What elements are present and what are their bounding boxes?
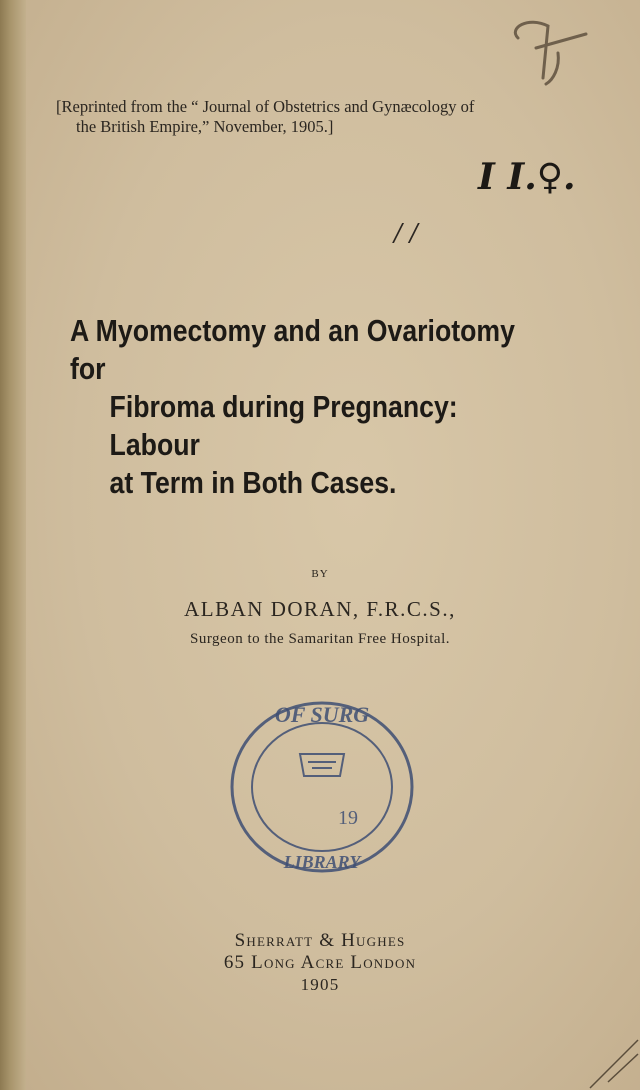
stamp-top-text: OF SURG	[274, 702, 370, 727]
publisher-name: Sherratt & Hughes	[234, 930, 406, 951]
title-line-1: A Myomectomy and an Ovariotomy for	[70, 313, 515, 386]
handwritten-scribble-icon	[488, 8, 588, 90]
reprint-note-line-2: the British Empire,” November, 1905.]	[76, 117, 334, 136]
document-title	[70, 312, 534, 502]
author-affiliation: Surgeon to the Samaritan Free Hospital.	[189, 631, 450, 647]
book-spine-edge	[0, 0, 26, 1090]
reprint-note-line-1: [Reprinted from the “ Journal of Obstetrics and Gynæcology of	[56, 97, 475, 116]
publication-year: 1905	[300, 975, 340, 994]
by-label: BY	[311, 568, 329, 580]
handwritten-mark: / /	[394, 219, 418, 247]
corner-pencil-mark-icon	[588, 1032, 640, 1090]
title-line-2: Fibroma during Pregnancy: Labour	[109, 389, 458, 462]
stamp-number: 19	[338, 807, 358, 829]
stamp-bottom-text: LIBRARY	[283, 852, 361, 872]
handwritten-shelfmark: I I.♀.	[478, 156, 576, 198]
reprint-note	[56, 97, 616, 137]
author-name: ALBAN DORAN, F.R.C.S.,	[184, 597, 456, 621]
publisher-address: 65 Long Acre London	[223, 952, 417, 973]
publisher-block	[0, 930, 640, 996]
title-line-3: at Term in Both Cases.	[109, 465, 397, 500]
library-stamp	[222, 692, 422, 882]
